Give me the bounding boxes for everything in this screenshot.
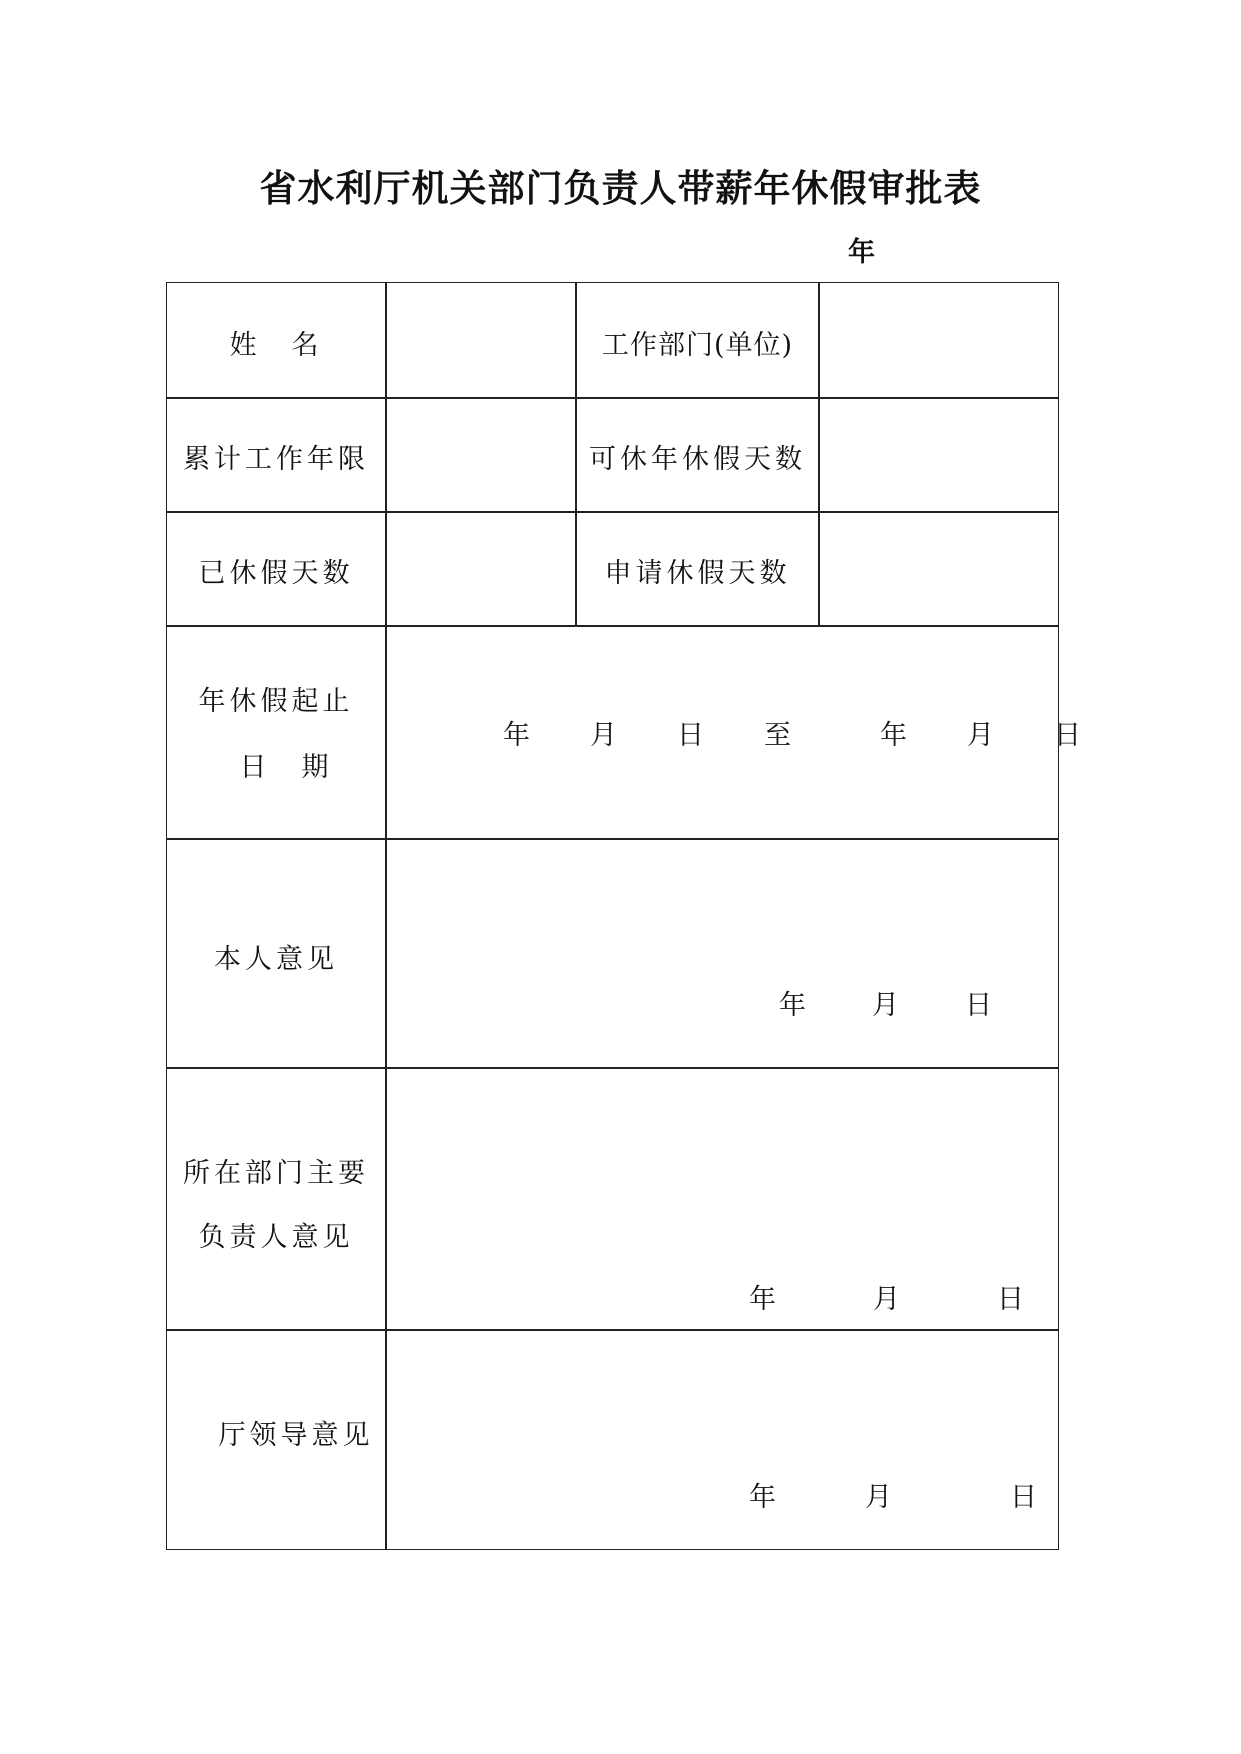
dept-head-label-line1: 所在部门主要 xyxy=(183,1158,369,1189)
leader-opinion-label: 厅领导意见 xyxy=(218,1420,374,1451)
form-title: 省水利厅机关部门负责人带薪年休假审批表 xyxy=(259,167,982,210)
period-dates[interactable]: 年 月 日 至 年 月 日 xyxy=(503,720,1083,751)
self-opinion-date: 年 月 日 xyxy=(779,990,996,1021)
dept-head-opinion-field[interactable] xyxy=(387,1069,1056,1269)
row-divider xyxy=(167,625,1058,627)
period-label-line2: 日 期 xyxy=(239,752,333,783)
leader-opinion-field[interactable] xyxy=(387,1331,1056,1481)
apply-days-field[interactable] xyxy=(820,513,1056,623)
period-label-line1: 年休假起止 xyxy=(198,686,354,717)
department-field[interactable] xyxy=(820,285,1056,395)
work-years-field[interactable] xyxy=(387,399,573,509)
approval-form-table xyxy=(166,282,1083,1550)
self-opinion-field[interactable] xyxy=(387,840,1056,1000)
department-label: 工作部门(单位) xyxy=(601,330,794,361)
name-field[interactable] xyxy=(387,285,573,395)
name-label: 姓 名 xyxy=(229,330,323,361)
available-days-label: 可休年休假天数 xyxy=(589,444,806,475)
used-days-label: 已休假天数 xyxy=(198,558,354,589)
dept-head-date: 年 月 日 xyxy=(749,1284,1028,1315)
dept-head-label-line2: 负责人意见 xyxy=(198,1222,354,1253)
available-days-field[interactable] xyxy=(820,399,1056,509)
apply-days-label: 申请休假天数 xyxy=(604,558,791,589)
self-opinion-label: 本人意见 xyxy=(214,944,338,975)
used-days-field[interactable] xyxy=(387,513,573,623)
year-label: 年 xyxy=(848,237,875,268)
work-years-label: 累计工作年限 xyxy=(183,444,369,475)
leader-date: 年 月 日 xyxy=(749,1482,1039,1513)
